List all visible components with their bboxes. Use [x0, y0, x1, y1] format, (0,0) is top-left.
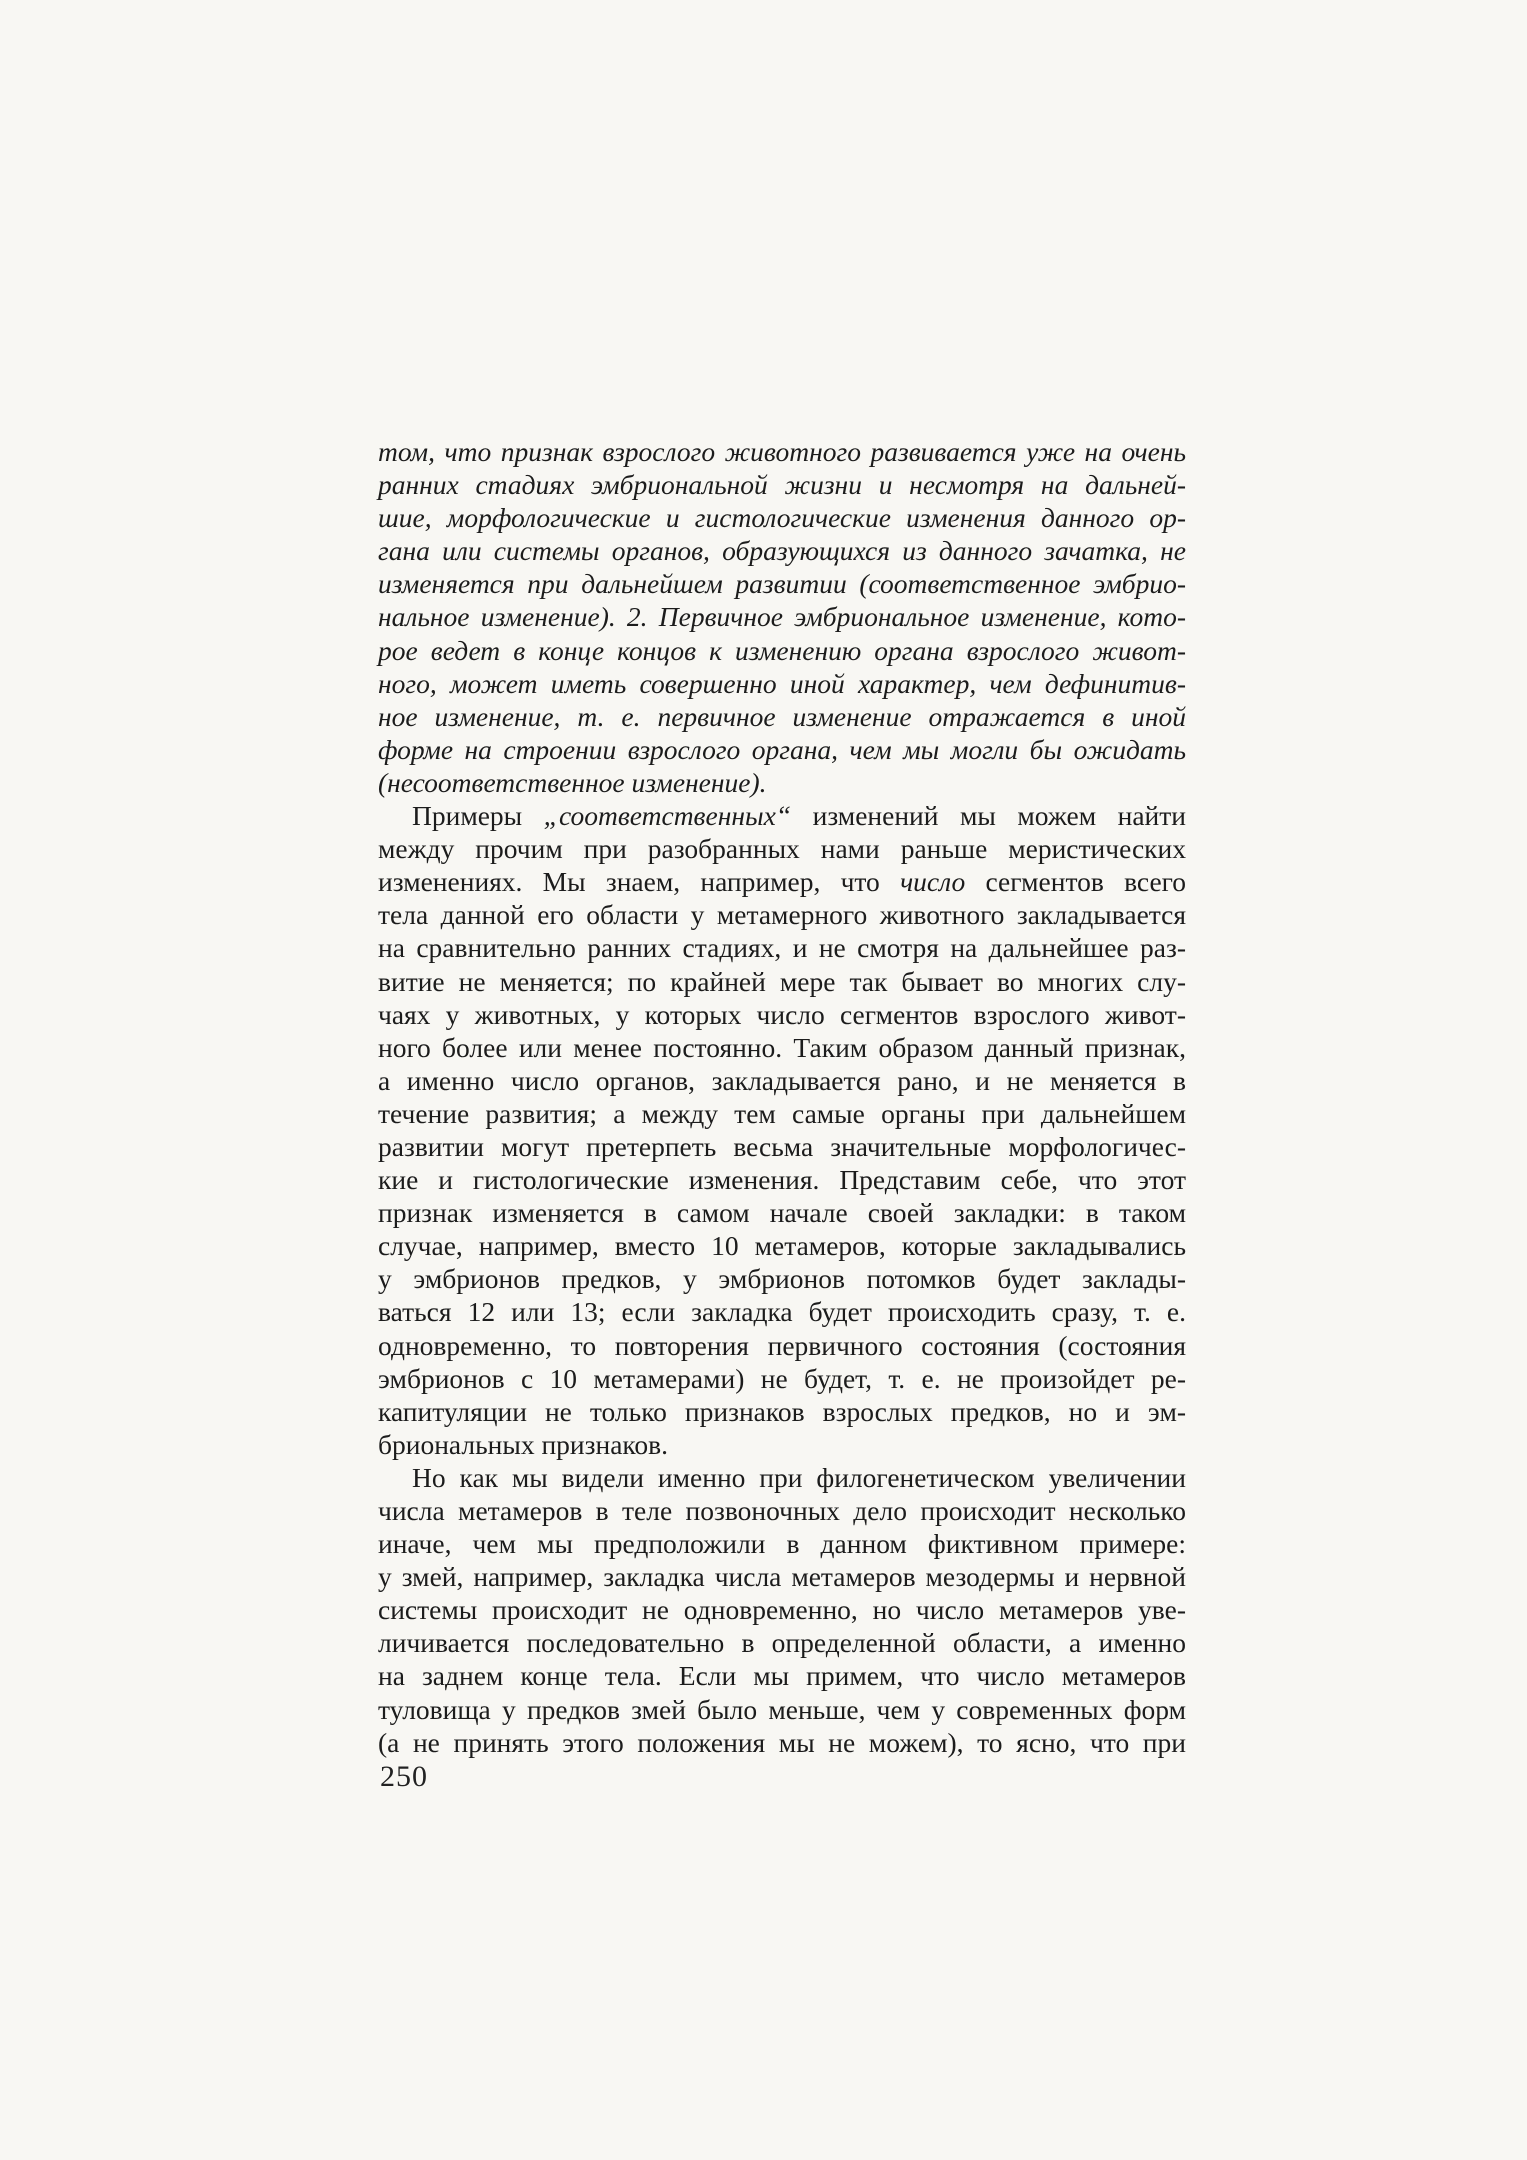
text-run: Примеры: [412, 800, 544, 832]
text-run: изменениях. Мы знаем, например, что: [378, 866, 901, 898]
text-line: между прочим при разобранных нами раньше меристических: [378, 833, 1186, 865]
text-line: на заднем конце тела. Если мы примем, что число метамеров: [378, 1660, 1186, 1692]
text-line: ного, может иметь совершенно иной характер, чем дефинитив-: [378, 667, 1186, 699]
text-run: изменений мы можем найти: [791, 800, 1186, 832]
text-line: признак изменяется в самом начале своей закладки: в таком: [378, 1197, 1186, 1229]
text-line: бриональных признаков.: [378, 1428, 668, 1460]
paragraph-snakes: [378, 1461, 1186, 1759]
emphasis-run: число: [900, 866, 966, 898]
page-number: 250: [380, 1760, 428, 1793]
text-line: гана или системы органов, образующихся из данного зачатка, не: [378, 535, 1186, 567]
text-line: ваться 12 или 13; если закладка будет происходить сразу, т. е.: [378, 1296, 1186, 1328]
text-line: иначе, чем мы предположили в данном фиктивном примере:: [378, 1528, 1186, 1560]
text-line: форме на строении взрослого органа, чем мы могли бы ожидать: [378, 733, 1186, 765]
text-line: [378, 799, 1186, 832]
emphasis-run: „соответственных“: [543, 800, 792, 832]
text-line: [378, 865, 1186, 898]
text-line: нальное изменение). 2. Первичное эмбриональное изменение, кото-: [378, 601, 1186, 633]
text-line: ное изменение, т. е. первичное изменение отражается в иной: [378, 700, 1186, 732]
text-line: витие не меняется; по крайней мере так бывает во многих слу-: [378, 965, 1186, 997]
text-line: туловища у предков змей было меньше, чем у современных форм: [378, 1693, 1186, 1725]
text-line: эмбрионов с 10 метамерами) не будет, т. е. не произойдет ре-: [378, 1362, 1186, 1394]
text-line: капитуляции не только признаков взрослых предков, но и эм-: [378, 1395, 1186, 1427]
paragraph-examples: [378, 799, 1186, 1461]
text-line: том, что признак взрослого животного развивается уже на очень: [378, 436, 1186, 467]
text-line: ного более или менее постоянно. Таким образом данный признак,: [378, 1031, 1186, 1063]
text-line: рое ведет в конце концов к изменению органа взрослого живот-: [378, 634, 1186, 666]
text-line: развитии могут претерпеть весьма значительные морфологичес-: [378, 1130, 1186, 1162]
text-run: сегментов всего: [965, 866, 1186, 898]
text-line: у змей, например, закладка числа метамеров мезодермы и нервной: [378, 1561, 1186, 1593]
text-line: одновременно, то повторения первичного состояния (состояния: [378, 1329, 1186, 1361]
page-body: [378, 435, 1186, 1759]
text-line: Но как мы видели именно при филогенетическом увеличении: [412, 1461, 1186, 1493]
intro-paragraph: [378, 435, 1186, 799]
text-line: течение развития; а между тем самые органы при дальнейшем: [378, 1097, 1186, 1129]
text-line: системы происходит не одновременно, но число метамеров уве-: [378, 1594, 1186, 1626]
text-line: (несоответственное изменение).: [378, 766, 767, 798]
text-line: (а не принять этого положения мы не можем), то ясно, что при: [378, 1726, 1186, 1758]
text-line: изменяется при дальнейшем развитии (соответственное эмбрио-: [378, 568, 1186, 600]
text-line: у эмбрионов предков, у эмбрионов потомков будет заклады-: [378, 1263, 1186, 1295]
text-line: числа метамеров в теле позвоночных дело происходит несколько: [378, 1495, 1186, 1526]
text-line: чаях у животных, у которых число сегментов взрослого живот-: [378, 998, 1186, 1030]
text-line: на сравнительно ранних стадиях, и не смотря на дальнейшее раз-: [378, 932, 1186, 964]
text-line: ранних стадиях эмбриональной жизни и несмотря на дальней-: [378, 469, 1186, 501]
text-line: случае, например, вместо 10 метамеров, которые закладывались: [378, 1230, 1186, 1262]
text-line: личивается последовательно в определенной области, а именно: [378, 1627, 1186, 1659]
text-line: тела данной его области у метамерного животного закладывается: [378, 899, 1186, 931]
text-line: а именно число органов, закладывается рано, и не меняется в: [378, 1064, 1186, 1096]
text-line: кие и гистологические изменения. Представим себе, что этот: [378, 1164, 1186, 1196]
text-line: шие, морфологические и гистологические изменения данного ор-: [378, 502, 1186, 534]
